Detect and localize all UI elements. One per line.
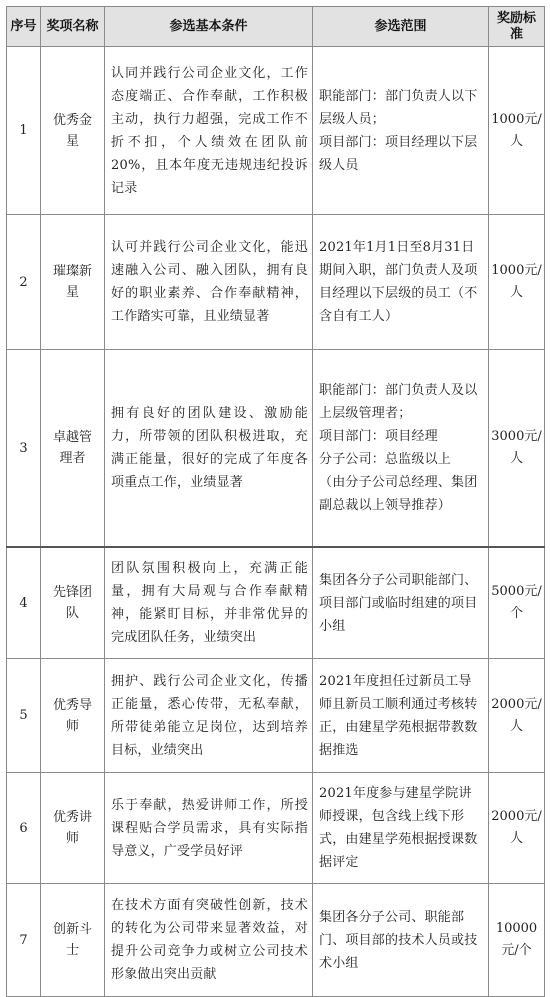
table-row xyxy=(7,659,545,773)
table-row xyxy=(7,773,545,884)
scope-line: 2021年1月1日至8月31日期间入职，部门负责人及项目经理以下层级的员工（不含自有工人） xyxy=(319,240,478,324)
award-scope xyxy=(313,215,489,350)
award-name: 优秀导师 xyxy=(41,659,105,773)
header-amount: 奖励标准 xyxy=(489,7,545,47)
scope-line: 2021年度参与建星学院讲师授课，包含线上线下形式，由建星学苑根据授课数据评定 xyxy=(319,786,478,870)
award-conditions: 拥有良好的团队建设、激励能力，所带领的团队积极进取，充满正能量，很好的完成了年度各项重点工作，业绩显著 xyxy=(105,350,313,548)
award-amount: 2000元/人 xyxy=(489,773,545,884)
award-name: 创新斗士 xyxy=(41,884,105,997)
award-scope xyxy=(313,350,489,548)
award-scope xyxy=(313,773,489,884)
award-scope xyxy=(313,547,489,659)
award-conditions: 乐于奉献，热爱讲师工作，所授课程贴合学员需求，具有实际指导意义，广受学员好评 xyxy=(105,773,313,884)
scope-line: 2021年度担任过新员工导师且新员工顺利通过考核转正，由建星学苑根据带教数据推选 xyxy=(319,673,478,758)
award-table-container xyxy=(6,6,544,997)
award-name: 卓越管理者 xyxy=(41,350,105,548)
table-row xyxy=(7,215,545,350)
award-conditions: 团队氛围积极向上，充满正能量，拥有大局观与合作奉献精神，能紧盯目标，并非常优异的完成团队任务，业绩突出 xyxy=(105,547,313,659)
row-no: 6 xyxy=(7,773,41,884)
award-scope xyxy=(313,659,489,773)
award-name: 先锋团队 xyxy=(41,547,105,659)
scope-line: 职能部门：部门负责人以下层级人员； xyxy=(319,88,478,127)
award-amount: 5000元/个 xyxy=(489,547,545,659)
scope-line: 职能部门：部门负责人及以上层级管理者； xyxy=(319,383,478,421)
award-amount: 2000元/人 xyxy=(489,659,545,773)
header-conditions: 参选基本条件 xyxy=(105,7,313,47)
award-conditions: 拥护、践行公司企业文化，传播正能量，悉心传带，无私奉献，所带徒弟能立足岗位，达到培养目标，业绩突出 xyxy=(105,659,313,773)
award-amount: 1000元/人 xyxy=(489,47,545,215)
award-criteria-table xyxy=(6,6,545,997)
award-name: 优秀金星 xyxy=(41,47,105,215)
table-header-row xyxy=(7,7,545,47)
award-amount: 3000元/人 xyxy=(489,350,545,548)
row-no: 1 xyxy=(7,47,41,215)
scope-line: 分子公司：总监级以上 xyxy=(319,452,452,467)
award-amount: 1000元/人 xyxy=(489,215,545,350)
row-no: 3 xyxy=(7,350,41,548)
table-row xyxy=(7,547,545,659)
scope-line: 项目部门：项目经理以下层级人员 xyxy=(319,134,478,173)
award-name: 优秀讲师 xyxy=(41,773,105,884)
award-conditions: 认同并践行公司企业文化，工作态度端正、合作奉献，工作积极主动，执行力超强，完成工作不折不扣，个人绩效在团队前20%，且本年度无违规违纪投诉记录 xyxy=(105,47,313,215)
award-scope xyxy=(313,884,489,997)
table-row xyxy=(7,47,545,215)
header-award-name: 奖项名称 xyxy=(41,7,105,47)
row-no: 2 xyxy=(7,215,41,350)
row-no: 5 xyxy=(7,659,41,773)
row-no: 7 xyxy=(7,884,41,997)
award-scope xyxy=(313,47,489,215)
award-name: 璀璨新星 xyxy=(41,215,105,350)
table-row xyxy=(7,884,545,997)
row-no: 4 xyxy=(7,547,41,659)
award-amount: 10000元/个 xyxy=(489,884,545,997)
award-conditions: 认可并践行公司企业文化，能迅速融入公司、融入团队，拥有良好的职业素养、合作奉献精神，工作踏实可靠，且业绩显著 xyxy=(105,215,313,350)
scope-line: （由分子公司总经理、集团副总裁以上领导推荐） xyxy=(319,475,478,513)
award-conditions: 在技术方面有突破性创新，技术的转化为公司带来显著效益，对提升公司竞争力或树立公司技术形象做出突出贡献 xyxy=(105,884,313,997)
header-no: 序号 xyxy=(7,7,41,47)
table-row xyxy=(7,350,545,548)
scope-line: 集团各分子公司、职能部门、项目部的技术人员或技术小组 xyxy=(319,909,478,971)
scope-line: 项目部门：项目经理 xyxy=(319,429,438,444)
scope-line: 集团各分子公司职能部门、项目部门或临时组建的项目小组 xyxy=(319,572,478,634)
header-scope: 参选范围 xyxy=(313,7,489,47)
